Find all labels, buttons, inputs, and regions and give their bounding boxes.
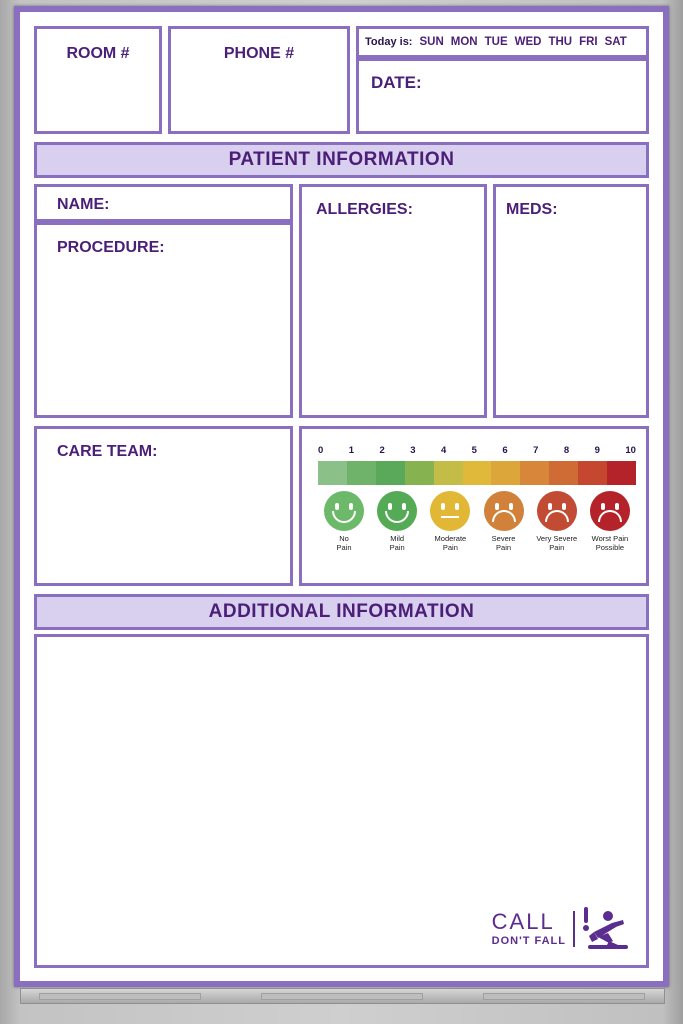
care-team-field[interactable] <box>34 426 293 586</box>
patient-information-header: PATIENT INFORMATION <box>34 142 649 178</box>
pain-face-icon-3 <box>484 491 524 531</box>
phone-number-field[interactable] <box>168 26 350 134</box>
pain-number-2: 2 <box>379 445 385 456</box>
logo-line-call: CALL <box>491 909 555 934</box>
pain-bar-segment-7 <box>520 461 549 485</box>
pain-number-0: 0 <box>318 445 324 456</box>
pain-face-3[interactable] <box>478 491 530 552</box>
procedure-label: PROCEDURE: <box>57 239 165 256</box>
pain-face-0[interactable] <box>318 491 370 552</box>
date-label: DATE: <box>371 73 422 92</box>
day-of-week-options <box>419 36 626 48</box>
pain-bar-segment-10 <box>607 461 636 485</box>
care-team-label: CARE TEAM: <box>57 443 158 460</box>
allergies-label: ALLERGIES: <box>316 201 413 218</box>
tray-slot-right <box>483 993 645 1000</box>
today-is-label: Today is: <box>365 36 413 48</box>
meds-label: MEDS: <box>506 201 558 218</box>
logo-line-dont-fall: DON'T FALL <box>491 935 566 947</box>
name-label: NAME: <box>57 196 110 213</box>
additional-information-header: ADDITIONAL INFORMATION <box>34 594 649 630</box>
day-option-sat[interactable]: SAT <box>604 36 627 48</box>
room-number-field[interactable] <box>34 26 162 134</box>
today-is-row <box>356 26 649 58</box>
pain-face-4[interactable] <box>531 491 583 552</box>
day-option-fri[interactable]: FRI <box>579 36 598 48</box>
pain-face-1[interactable] <box>371 491 423 552</box>
day-option-wed[interactable]: WED <box>514 36 542 48</box>
pain-number-3: 3 <box>410 445 416 456</box>
pain-bar-segment-4 <box>434 461 463 485</box>
pain-number-5: 5 <box>471 445 477 456</box>
pain-bar-segment-8 <box>549 461 578 485</box>
pain-face-label-4: Very Severe Pain <box>536 534 578 552</box>
pain-number-9: 9 <box>594 445 600 456</box>
pain-bar-segment-1 <box>347 461 376 485</box>
pain-bar-segment-9 <box>578 461 607 485</box>
pain-number-10: 10 <box>625 445 636 456</box>
marker-tray <box>20 988 665 1004</box>
pain-face-icon-0 <box>324 491 364 531</box>
falling-person-icon <box>582 907 628 951</box>
allergies-field[interactable] <box>299 184 487 418</box>
pain-bar-segment-3 <box>405 461 434 485</box>
pain-number-1: 1 <box>348 445 355 456</box>
day-option-thu[interactable]: THU <box>548 36 573 48</box>
pain-face-icon-2 <box>430 491 470 531</box>
pain-face-label-2: Moderate Pain <box>434 534 467 552</box>
day-option-tue[interactable]: TUE <box>484 36 508 48</box>
patient-whiteboard <box>14 6 669 987</box>
tray-slot-left <box>39 993 201 1000</box>
pain-face-2[interactable] <box>424 491 476 552</box>
pain-scale-gradient-bar <box>318 461 636 485</box>
pain-number-8: 8 <box>563 445 570 456</box>
whiteboard-surface <box>20 12 663 981</box>
pain-bar-segment-2 <box>376 461 405 485</box>
pain-face-5[interactable] <box>584 491 636 552</box>
additional-information-field[interactable] <box>34 634 649 968</box>
call-dont-fall-logo <box>492 907 628 951</box>
name-field[interactable] <box>34 184 293 222</box>
pain-face-label-1: Mild Pain <box>389 534 405 552</box>
meds-field[interactable] <box>493 184 649 418</box>
room-number-label: ROOM # <box>66 45 130 62</box>
logo-divider <box>573 911 575 947</box>
day-option-sun[interactable]: SUN <box>419 36 444 48</box>
pain-number-4: 4 <box>440 445 447 456</box>
pain-face-icon-4 <box>537 491 577 531</box>
phone-number-label: PHONE # <box>223 45 295 62</box>
procedure-field[interactable] <box>34 222 293 418</box>
pain-face-icon-5 <box>590 491 630 531</box>
tray-slot-middle <box>261 993 423 1000</box>
pain-scale-numbers <box>318 445 636 456</box>
pain-face-label-3: Severe Pain <box>491 534 516 552</box>
pain-face-label-0: No Pain <box>336 534 352 552</box>
date-field[interactable] <box>356 58 649 134</box>
pain-scale <box>299 426 649 586</box>
pain-face-label-5: Worst Pain Possible <box>591 534 629 552</box>
pain-face-icon-1 <box>377 491 417 531</box>
pain-bar-segment-6 <box>491 461 520 485</box>
pain-scale-faces <box>318 491 636 552</box>
pain-number-7: 7 <box>533 445 539 456</box>
pain-bar-segment-5 <box>463 461 492 485</box>
call-dont-fall-text <box>492 911 566 947</box>
pain-bar-segment-0 <box>318 461 347 485</box>
pain-number-6: 6 <box>502 445 508 456</box>
day-option-mon[interactable]: MON <box>450 36 478 48</box>
